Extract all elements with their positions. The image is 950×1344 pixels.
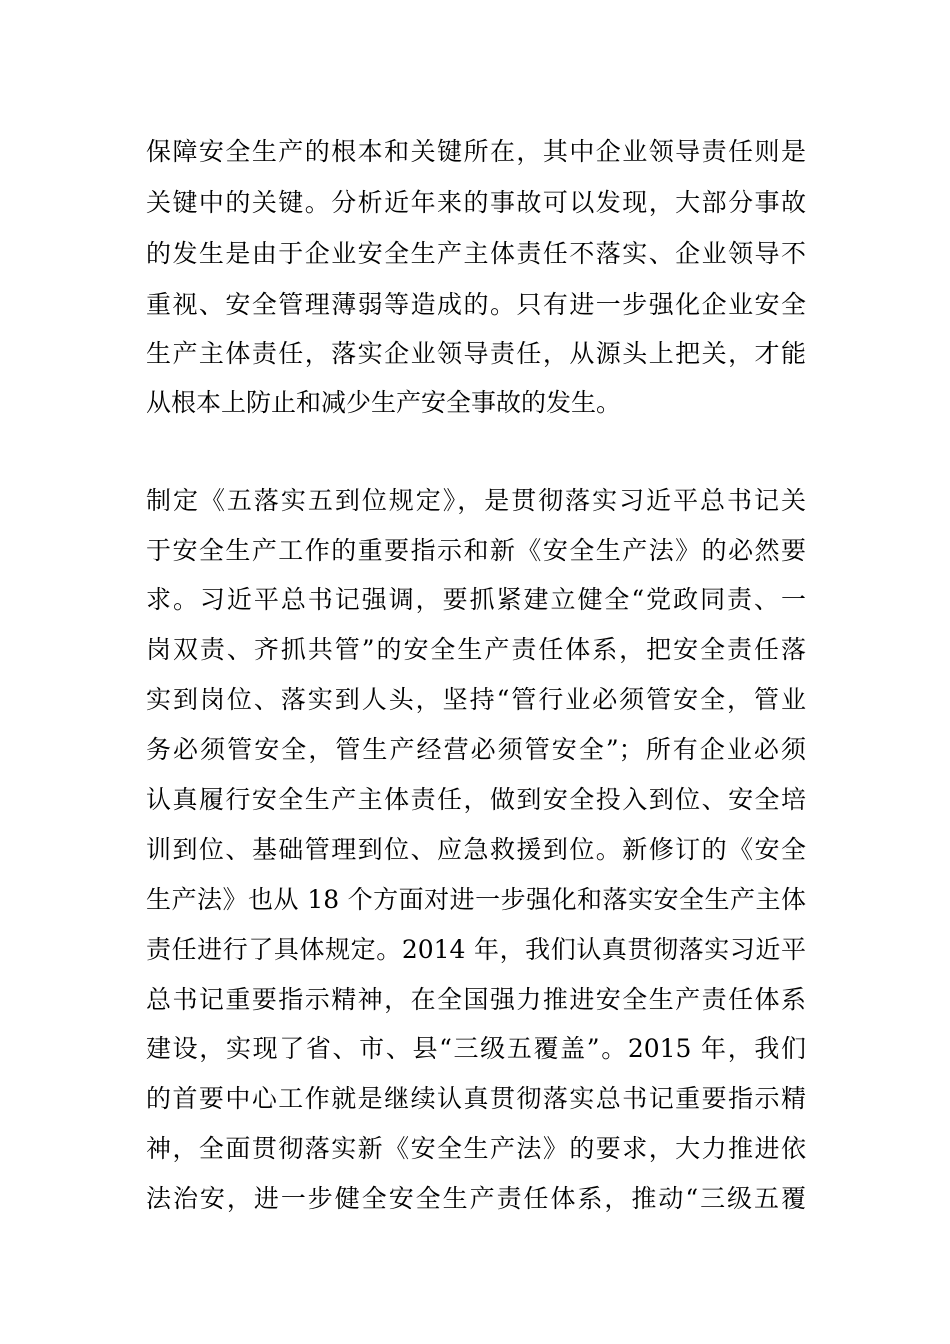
paragraph-1-line-2: 关键中的关键。分析近年来的事故可以发现，大部分事故 bbox=[146, 188, 806, 217]
paragraph-2-line-2: 于安全生产工作的重要指示和新《安全生产法》的必然要 bbox=[146, 536, 806, 565]
paragraph-2-line-12: 建设，实现了省、市、县“三级五覆盖”。2015 年，我们 bbox=[146, 1034, 806, 1063]
paragraph-2-line-4: 岗双责、齐抓共管”的安全生产责任体系，把安全责任落 bbox=[146, 635, 806, 664]
paragraph-1-line-5: 生产主体责任，落实企业领导责任，从源头上把关，才能 bbox=[146, 339, 806, 368]
paragraph-2-line-14: 神，全面贯彻落实新《安全生产法》的要求，大力推进依 bbox=[146, 1134, 806, 1163]
paragraph-1-line-3: 的发生是由于企业安全生产主体责任不落实、企业领导不 bbox=[146, 239, 806, 268]
paragraph-2-line-6: 务必须管安全，管生产经营必须管安全”；所有企业必须 bbox=[146, 735, 806, 764]
paragraph-2-line-5: 实到岗位、落实到人头，坚持“管行业必须管安全，管业 bbox=[146, 685, 806, 714]
paragraph-2-line-13: 的首要中心工作就是继续认真贯彻落实总书记重要指示精 bbox=[146, 1084, 806, 1113]
paragraph-2-line-10: 责任进行了具体规定。2014 年，我们认真贯彻落实习近平 bbox=[146, 935, 806, 964]
paragraph-1-line-4: 重视、安全管理薄弱等造成的。只有进一步强化企业安全 bbox=[146, 290, 806, 319]
paragraph-1-line-1: 保障安全生产的根本和关键所在，其中企业领导责任则是 bbox=[146, 137, 806, 166]
paragraph-2-line-9: 生产法》也从 18 个方面对进一步强化和落实安全生产主体 bbox=[146, 885, 806, 914]
paragraph-2-line-8: 训到位、基础管理到位、应急救援到位。新修订的《安全 bbox=[146, 835, 806, 864]
paragraph-2-line-15: 法治安，进一步健全安全生产责任体系，推动“三级五覆 bbox=[146, 1184, 806, 1213]
paragraph-1-line-6: 从根本上防止和减少生产安全事故的发生。 bbox=[146, 388, 622, 417]
paragraph-2-line-1: 制定《五落实五到位规定》，是贯彻落实习近平总书记关 bbox=[146, 486, 806, 515]
paragraph-2-line-11: 总书记重要指示精神，在全国强力推进安全生产责任体系 bbox=[146, 985, 806, 1014]
paragraph-2-line-7: 认真履行安全生产主体责任，做到安全投入到位、安全培 bbox=[146, 785, 806, 814]
paragraph-2-line-3: 求。习近平总书记强调，要抓紧建立健全“党政同责、一 bbox=[146, 585, 806, 614]
